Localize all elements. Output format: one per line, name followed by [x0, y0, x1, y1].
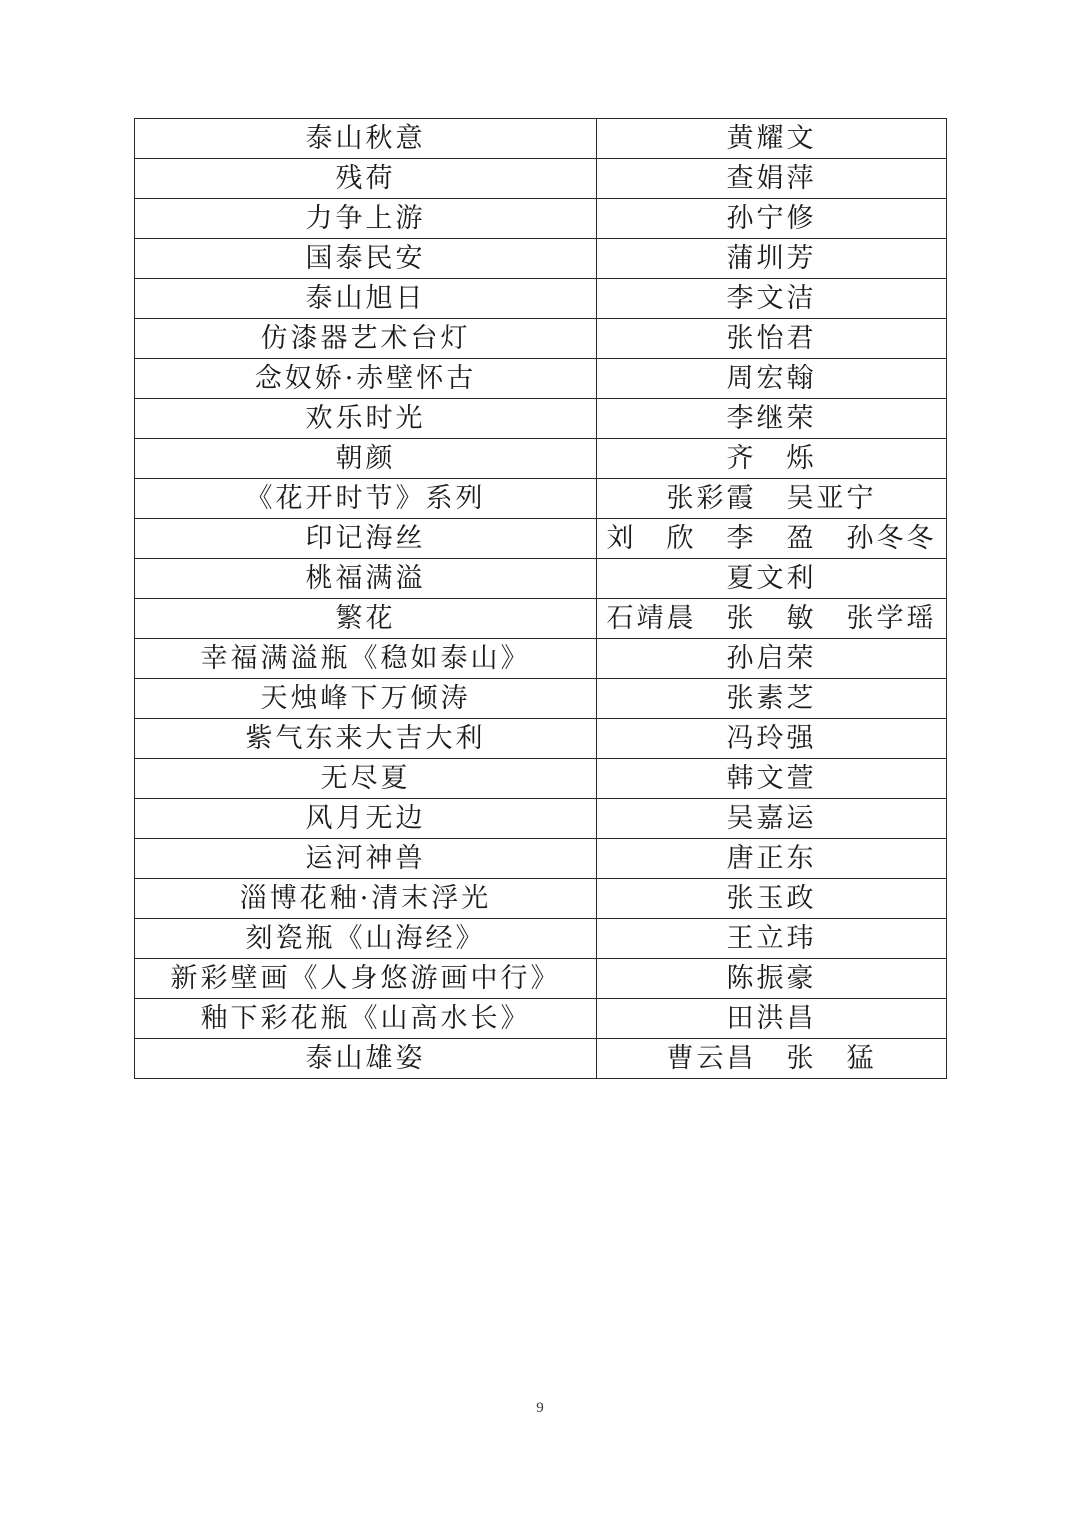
- table-row: [135, 799, 947, 839]
- table-row: [135, 639, 947, 679]
- table-row: [135, 479, 947, 519]
- works-table-body: [135, 119, 947, 1079]
- work-title-cell: 运河神兽: [135, 839, 597, 879]
- work-title-cell: 釉下彩花瓶《山高水长》: [135, 999, 597, 1039]
- author-cell: 周宏翰: [597, 359, 947, 399]
- table-row: [135, 119, 947, 159]
- author-cell: 蒲圳芳: [597, 239, 947, 279]
- author-cell: 田洪昌: [597, 999, 947, 1039]
- work-title-cell: 淄博花釉·清末浮光: [135, 879, 597, 919]
- author-cell: 李文洁: [597, 279, 947, 319]
- table-row: [135, 159, 947, 199]
- author-cell: 石靖晨 张 敏 张学瑶: [597, 599, 947, 639]
- author-cell: 李继荣: [597, 399, 947, 439]
- table-row: [135, 919, 947, 959]
- table-row: [135, 719, 947, 759]
- work-title-cell: 天烛峰下万倾涛: [135, 679, 597, 719]
- work-title-cell: 泰山雄姿: [135, 1039, 597, 1079]
- table-row: [135, 759, 947, 799]
- works-table: [134, 118, 947, 1079]
- page-number: 9: [536, 1400, 544, 1416]
- work-title-cell: 风月无边: [135, 799, 597, 839]
- work-title-cell: 《花开时节》系列: [135, 479, 597, 519]
- work-title-cell: 幸福满溢瓶《稳如泰山》: [135, 639, 597, 679]
- work-title-cell: 新彩壁画《人身悠游画中行》: [135, 959, 597, 999]
- author-cell: 陈振豪: [597, 959, 947, 999]
- author-cell: 查娟萍: [597, 159, 947, 199]
- table-row: [135, 959, 947, 999]
- author-cell: 孙启荣: [597, 639, 947, 679]
- table-row: [135, 879, 947, 919]
- author-cell: 张怡君: [597, 319, 947, 359]
- author-cell: 张素芝: [597, 679, 947, 719]
- table-row: [135, 399, 947, 439]
- work-title-cell: 泰山旭日: [135, 279, 597, 319]
- author-cell: 吴嘉运: [597, 799, 947, 839]
- table-row: [135, 279, 947, 319]
- table-row: [135, 599, 947, 639]
- work-title-cell: 无尽夏: [135, 759, 597, 799]
- author-cell: 夏文利: [597, 559, 947, 599]
- work-title-cell: 刻瓷瓶《山海经》: [135, 919, 597, 959]
- table-row: [135, 439, 947, 479]
- work-title-cell: 力争上游: [135, 199, 597, 239]
- work-title-cell: 印记海丝: [135, 519, 597, 559]
- table-row: [135, 199, 947, 239]
- table-row: [135, 519, 947, 559]
- table-row: [135, 679, 947, 719]
- author-cell: 唐正东: [597, 839, 947, 879]
- author-cell: 韩文萱: [597, 759, 947, 799]
- work-title-cell: 国泰民安: [135, 239, 597, 279]
- work-title-cell: 泰山秋意: [135, 119, 597, 159]
- author-cell: 张彩霞 吴亚宁: [597, 479, 947, 519]
- table-row: [135, 359, 947, 399]
- table-row: [135, 839, 947, 879]
- author-cell: 齐 烁: [597, 439, 947, 479]
- table-row: [135, 999, 947, 1039]
- work-title-cell: 朝颜: [135, 439, 597, 479]
- author-cell: 张玉政: [597, 879, 947, 919]
- work-title-cell: 桃福满溢: [135, 559, 597, 599]
- table-row: [135, 559, 947, 599]
- author-cell: 黄耀文: [597, 119, 947, 159]
- work-title-cell: 念奴娇·赤壁怀古: [135, 359, 597, 399]
- table-row: [135, 319, 947, 359]
- work-title-cell: 欢乐时光: [135, 399, 597, 439]
- table-row: [135, 239, 947, 279]
- author-cell: 冯玲强: [597, 719, 947, 759]
- author-cell: 孙宁修: [597, 199, 947, 239]
- author-cell: 王立玮: [597, 919, 947, 959]
- author-cell: 刘 欣 李 盈 孙冬冬: [597, 519, 947, 559]
- work-title-cell: 仿漆器艺术台灯: [135, 319, 597, 359]
- work-title-cell: 残荷: [135, 159, 597, 199]
- work-title-cell: 繁花: [135, 599, 597, 639]
- author-cell: 曹云昌 张 猛: [597, 1039, 947, 1079]
- table-row: [135, 1039, 947, 1079]
- work-title-cell: 紫气东来大吉大利: [135, 719, 597, 759]
